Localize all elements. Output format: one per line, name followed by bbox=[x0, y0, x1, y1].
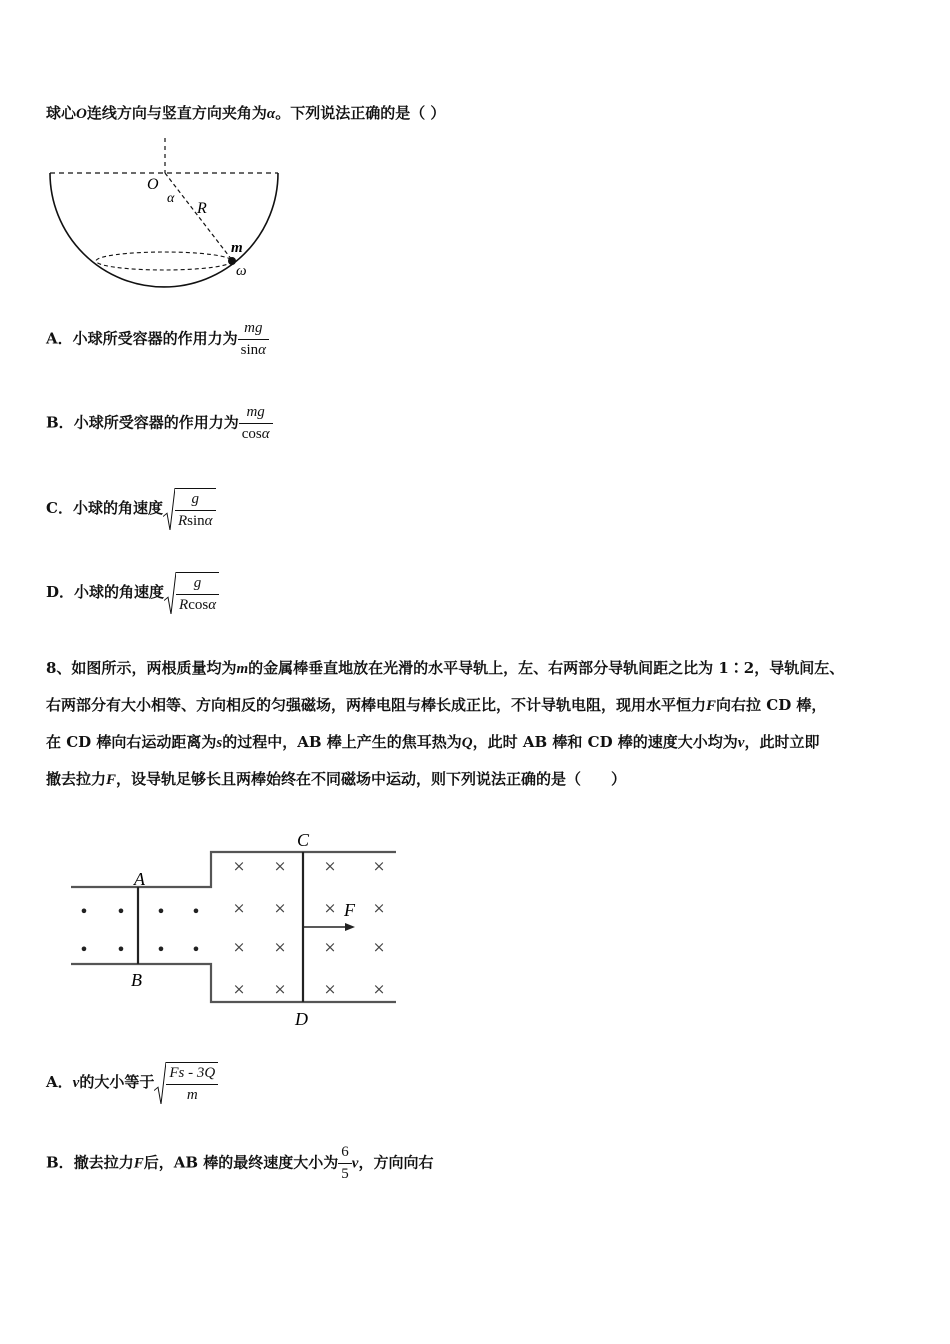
q7-option-a bbox=[46, 320, 269, 359]
cross-mark: × bbox=[232, 857, 246, 875]
fraction bbox=[238, 320, 269, 359]
dot-mark: • bbox=[156, 940, 166, 959]
fraction-numerator: g bbox=[191, 491, 199, 507]
stem-text: 。下列说法正确的是（ ） bbox=[275, 104, 446, 122]
fn-cos: cos bbox=[188, 597, 209, 613]
option-letter: D． bbox=[46, 583, 75, 601]
label-f: F bbox=[344, 900, 355, 920]
fraction-denominator: m bbox=[166, 1084, 218, 1104]
question-stem-continuation bbox=[46, 102, 445, 123]
fraction bbox=[239, 404, 273, 443]
cross-mark: × bbox=[323, 938, 337, 956]
stem-text: 连线方向与竖直方向夹角为 bbox=[86, 104, 267, 122]
fraction-numerator: Fs - 3Q bbox=[169, 1065, 216, 1081]
stem-text: 右两部分有大小相等、方向相反的匀强磁场，两棒电阻与棒长成正比，不计导轨电阻，现用水平恒力 bbox=[46, 696, 707, 714]
label-b: B bbox=[131, 970, 142, 990]
var-alpha: α bbox=[258, 342, 267, 358]
fraction-denominator bbox=[175, 510, 216, 530]
fraction-numerator: 6 bbox=[341, 1144, 349, 1160]
fraction-denominator bbox=[238, 339, 269, 359]
cross-mark: × bbox=[232, 980, 246, 998]
bowl-figure bbox=[40, 135, 300, 300]
cross-mark: × bbox=[273, 938, 287, 956]
cross-mark: × bbox=[273, 980, 287, 998]
var-alpha: α bbox=[204, 513, 213, 529]
var-alpha: α bbox=[208, 597, 217, 613]
radical-sign bbox=[164, 572, 176, 614]
label-c: C bbox=[297, 830, 310, 850]
stem-text: ，此时 AB 棒和 CD 棒的速度大小均为 bbox=[472, 733, 738, 751]
var-f: F bbox=[106, 772, 117, 788]
fraction bbox=[176, 575, 219, 614]
cross-mark: × bbox=[273, 899, 287, 917]
option-text: 的大小等于 bbox=[79, 1073, 155, 1091]
stem-text: ，设导轨足够长且两棒始终在不同磁场中运动，则下列说法正确的是（ ） bbox=[116, 770, 627, 788]
stem-text: 在 CD 棒向右运动距离为 bbox=[46, 733, 217, 751]
fraction-denominator: 5 bbox=[338, 1163, 352, 1183]
var-f: F bbox=[706, 698, 717, 714]
option-text: 后，AB 棒的最终速度大小为 bbox=[143, 1153, 339, 1172]
ball-m bbox=[228, 257, 236, 265]
label-m: m bbox=[231, 240, 243, 256]
q8-option-a bbox=[46, 1062, 218, 1104]
cross-mark: × bbox=[273, 857, 287, 875]
stem-text: 的过程中，AB 棒上产生的焦耳热为 bbox=[222, 733, 462, 751]
cross-mark: × bbox=[372, 899, 386, 917]
sqrt bbox=[163, 488, 216, 530]
q7-option-c bbox=[46, 488, 216, 530]
dot-mark: • bbox=[156, 902, 166, 921]
fraction-denominator bbox=[176, 594, 219, 614]
fn-sin: sin bbox=[240, 342, 259, 358]
label-alpha: α bbox=[167, 191, 175, 206]
option-text: 小球的角速度 bbox=[74, 583, 165, 601]
stem-text: 向右拉 CD 棒， bbox=[716, 696, 827, 714]
var-r: R bbox=[177, 513, 188, 529]
dots-field-out bbox=[79, 902, 200, 959]
option-text: ，方向向右 bbox=[358, 1153, 434, 1172]
var-v: v bbox=[72, 1075, 80, 1091]
cross-mark: × bbox=[232, 938, 246, 956]
option-letter: C． bbox=[46, 499, 73, 517]
option-letter: B． bbox=[46, 413, 74, 432]
stem-text: 撤去拉力 bbox=[46, 770, 107, 788]
cross-mark: × bbox=[232, 899, 246, 917]
q8-line-2 bbox=[46, 694, 826, 715]
fraction-numerator: mg bbox=[244, 320, 263, 336]
stem-text: ，此时立即 bbox=[744, 733, 820, 751]
cross-mark: × bbox=[323, 857, 337, 875]
var-s: s bbox=[216, 735, 223, 751]
fraction bbox=[338, 1144, 352, 1183]
var-f: F bbox=[133, 1155, 144, 1172]
dot-mark: • bbox=[116, 902, 126, 921]
radical-sign bbox=[154, 1062, 166, 1104]
cross-mark: × bbox=[372, 857, 386, 875]
q8-option-b bbox=[46, 1144, 433, 1183]
radical-sign bbox=[163, 488, 175, 530]
var-o: O bbox=[76, 106, 87, 122]
stem-text: 球心 bbox=[46, 104, 77, 122]
var-r: R bbox=[179, 597, 189, 613]
label-omega: ω bbox=[236, 263, 247, 279]
var-alpha: α bbox=[266, 106, 276, 122]
dot-mark: • bbox=[191, 902, 201, 921]
cross-mark: × bbox=[372, 938, 386, 956]
dot-mark: • bbox=[191, 940, 201, 959]
label-o: O bbox=[147, 176, 159, 193]
fraction-denominator bbox=[239, 423, 273, 443]
q7-option-d bbox=[46, 572, 219, 614]
fraction bbox=[175, 491, 216, 530]
rails-figure bbox=[66, 824, 406, 1036]
q8-line-3 bbox=[46, 731, 819, 752]
option-letter: A． bbox=[46, 329, 73, 348]
cross-mark: × bbox=[372, 980, 386, 998]
option-text: 小球所受容器的作用力为 bbox=[72, 329, 238, 348]
option-text: 撤去拉力 bbox=[73, 1153, 134, 1172]
option-letter: A． bbox=[46, 1073, 73, 1091]
var-alpha: α bbox=[261, 426, 270, 442]
fn-cos: cos bbox=[241, 426, 262, 442]
fraction-numerator: mg bbox=[246, 404, 265, 420]
label-d: D bbox=[295, 1009, 308, 1029]
sqrt bbox=[164, 572, 219, 614]
dot-mark: • bbox=[79, 940, 89, 959]
q8-line-4 bbox=[46, 768, 626, 789]
label-a: A bbox=[134, 869, 145, 889]
sqrt bbox=[154, 1062, 218, 1104]
stem-text: 8、如图所示，两根质量均为 bbox=[46, 659, 237, 677]
dot-mark: • bbox=[116, 940, 126, 959]
var-v: v bbox=[737, 735, 745, 751]
option-text: 小球的角速度 bbox=[72, 499, 163, 517]
var-q: Q bbox=[461, 735, 473, 751]
var-m: m bbox=[236, 661, 249, 677]
dot-mark: • bbox=[79, 902, 89, 921]
cross-mark: × bbox=[323, 980, 337, 998]
stem-text: 的金属棒垂直地放在光滑的水平导轨上，左、右两部分导轨间距之比为 1∶2，导轨间左、 bbox=[248, 659, 845, 677]
label-r: R bbox=[197, 200, 207, 217]
fraction bbox=[166, 1065, 218, 1104]
cross-mark: × bbox=[323, 899, 337, 917]
fn-sin: sin bbox=[187, 513, 205, 529]
q7-option-b bbox=[46, 404, 273, 443]
var-v: v bbox=[351, 1155, 359, 1172]
option-text: 小球所受容器的作用力为 bbox=[73, 413, 239, 432]
q8-line-1 bbox=[46, 657, 844, 678]
fraction-numerator: g bbox=[193, 575, 202, 591]
option-letter: B． bbox=[46, 1153, 74, 1172]
